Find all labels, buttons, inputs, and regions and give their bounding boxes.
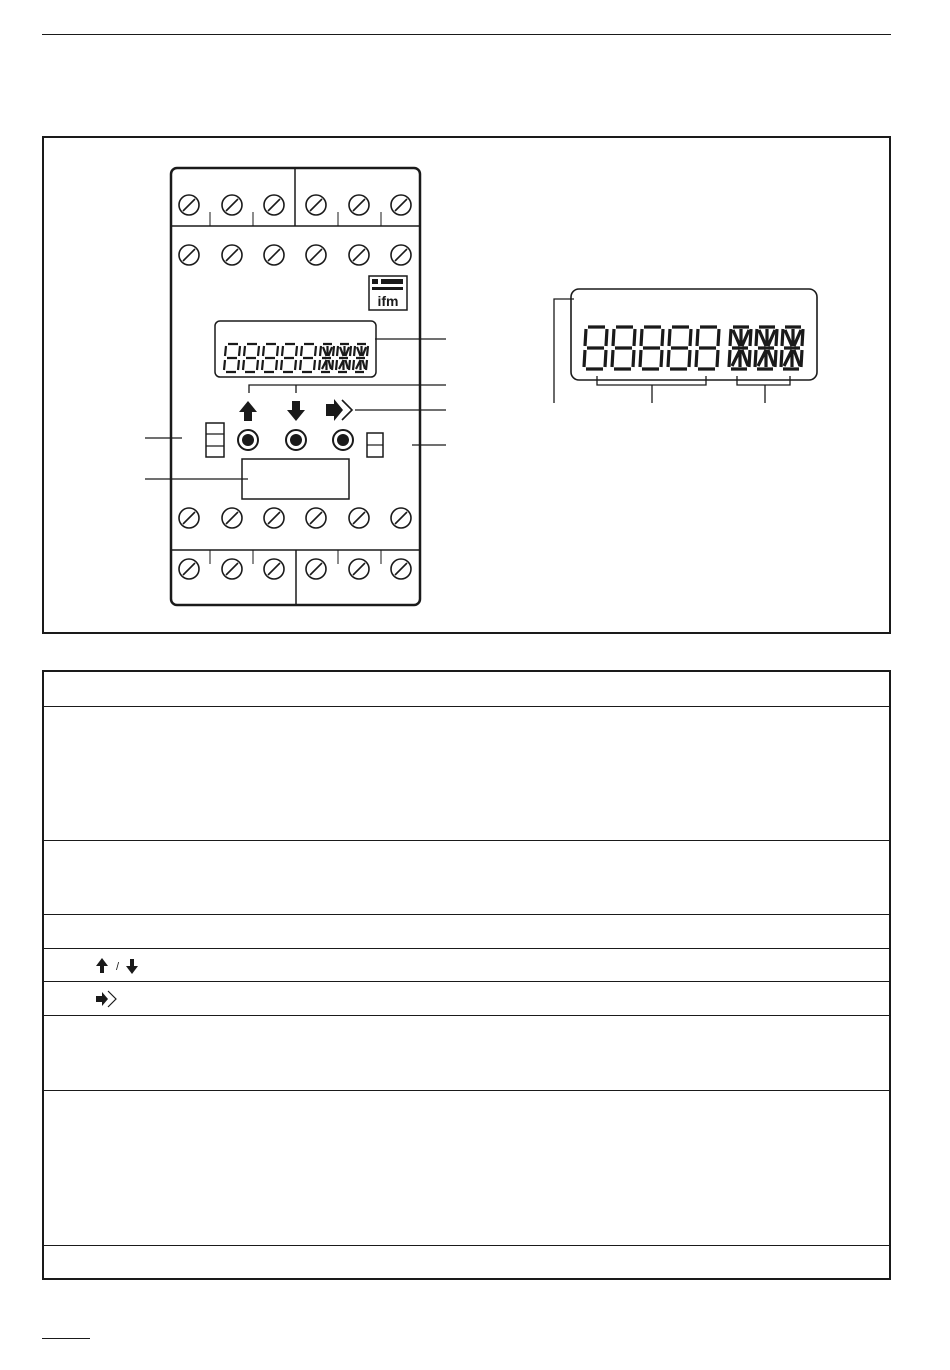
legend-row	[44, 840, 889, 915]
arrow-up-icon	[239, 401, 257, 421]
segment-digit	[262, 344, 278, 372]
footer-rule	[42, 1338, 90, 1339]
segment-digit	[668, 327, 691, 369]
segment-digit	[281, 344, 297, 372]
legend-row	[44, 1015, 889, 1091]
legend-row	[44, 1090, 889, 1246]
legend-row	[44, 914, 889, 949]
terminal-screws	[179, 195, 411, 579]
label-field	[242, 459, 349, 499]
led-left	[206, 423, 224, 457]
segment-digit	[300, 344, 316, 372]
display-detail-digits	[584, 327, 803, 369]
legend-row-header	[44, 672, 889, 706]
enter-icon	[94, 988, 122, 1010]
legend-row	[44, 981, 889, 1016]
led-right	[367, 433, 383, 457]
device-figure	[42, 136, 891, 634]
device-drawing	[44, 138, 889, 632]
segment-digit	[584, 327, 607, 369]
ifm-logo	[369, 276, 407, 310]
down-button	[286, 430, 306, 450]
svg-text:/: /	[116, 961, 120, 973]
legend-table	[42, 670, 891, 1280]
enter-icon	[326, 399, 352, 421]
up-button	[238, 430, 258, 450]
segment-digit	[640, 327, 663, 369]
arrow-down-icon	[287, 401, 305, 421]
enter-button	[333, 430, 353, 450]
legend-row	[44, 948, 889, 982]
legend-row	[44, 1245, 889, 1281]
segment-digit	[243, 344, 259, 372]
segment-digit	[612, 327, 635, 369]
device-display-digits	[224, 344, 368, 372]
segment-digit	[224, 344, 240, 372]
arrow-up-down-icons	[94, 956, 142, 976]
header-rule	[42, 34, 891, 35]
logo-text: ifm	[377, 293, 399, 309]
legend-row	[44, 706, 889, 841]
segment-digit	[696, 327, 719, 369]
